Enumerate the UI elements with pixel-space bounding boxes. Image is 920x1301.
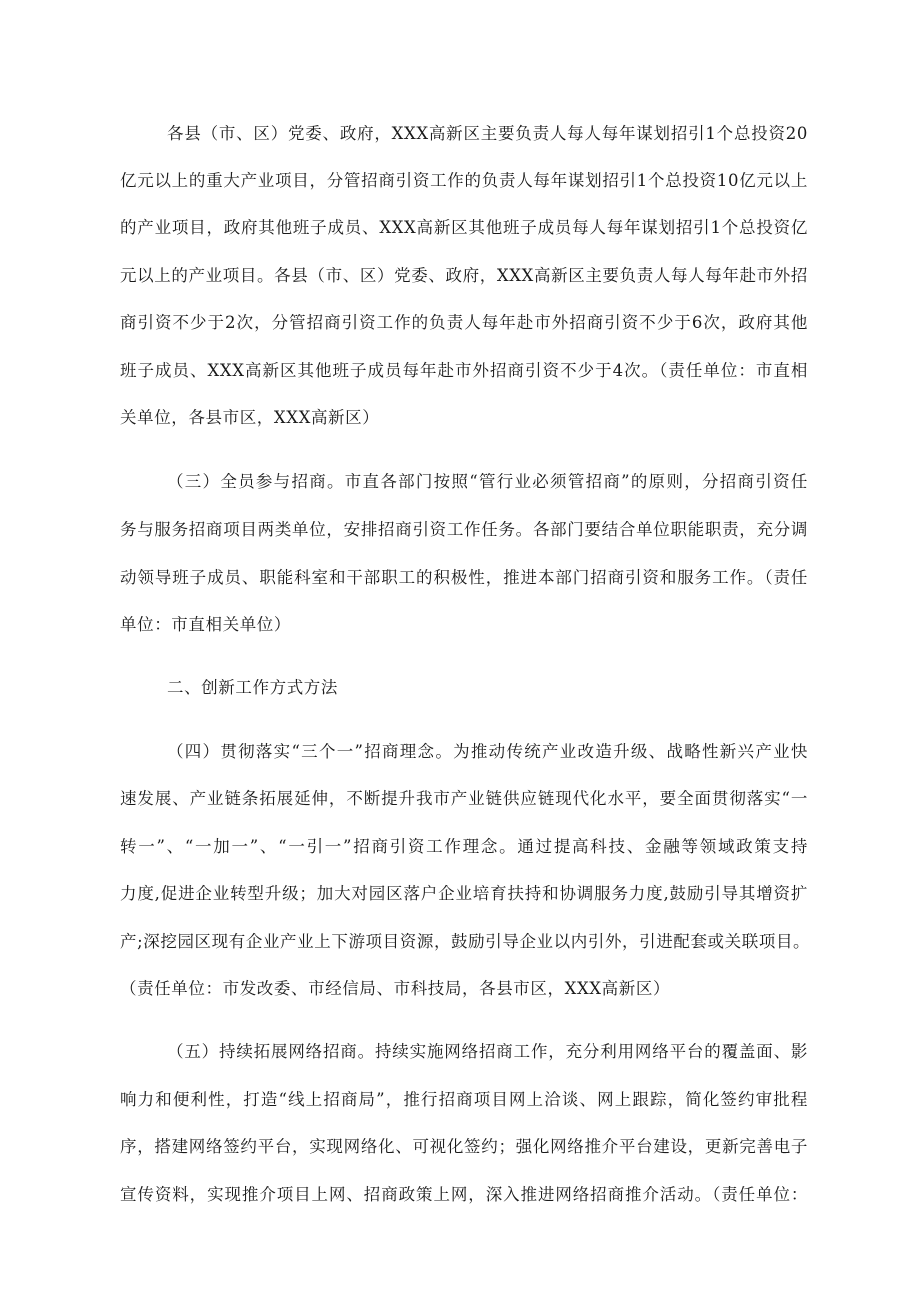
paragraph-3-line-1: （四）贯彻落实“三个一”招商理念。为推动传统产业改造升级、战略性新兴产业快 xyxy=(167,742,808,761)
paragraph-3-line-5: 产;深挖园区现有企业产业上下游项目资源，鼓励引导企业以内引外，引进配套或关联项目。 xyxy=(120,932,811,951)
paragraph-1-line-2: 亿元以上的重大产业项目，分管招商引资工作的负责人每年谋划招引1个总投资10亿元以上 xyxy=(120,171,808,190)
paragraph-2-line-1: （三）全员参与招商。市直各部门按照“管行业必须管招商”的原则，分招商引资任 xyxy=(167,472,808,491)
paragraph-1-line-5: 商引资不少于2次，分管招商引资工作的负责人每年赴市外招商引资不少于6次，政府其他 xyxy=(120,313,808,332)
paragraph-2-line-2: 务与服务招商项目两类单位，安排招商引资工作任务。各部门要结合单位职能职责，充分调 xyxy=(120,520,808,539)
paragraph-3-line-6: （责任单位：市发改委、市经信局、市科技局，各县市区，XXX高新区） xyxy=(120,979,671,998)
paragraph-2-line-4: 单位：市直相关单位） xyxy=(120,615,291,634)
paragraph-1-line-3: 的产业项目，政府其他班子成员、XXX高新区其他班子成员每人每年谋划招引1个总投资亿 xyxy=(120,218,808,237)
paragraph-4-line-2: 响力和便利性，打造“线上招商局”，推行招商项目网上洽谈、网上跟踪，简化签约审批程 xyxy=(120,1090,808,1109)
paragraph-1-line-7: 关单位，各县市区，XXX高新区） xyxy=(120,408,380,427)
paragraph-4-line-3: 序，搭建网络签约平台，实现网络化、可视化签约；强化网络推介平台建设，更新完善电子 xyxy=(120,1137,808,1156)
section-heading: 二、创新工作方式方法 xyxy=(167,678,338,697)
paragraph-4-line-1: （五）持续拓展网络招商。持续实施网络招商工作，充分利用网络平台的覆盖面、影 xyxy=(167,1042,808,1061)
paragraph-1-line-1: 各县（市、区）党委、政府，XXX高新区主要负责人每人每年谋划招引1个总投资20 xyxy=(167,124,808,143)
paragraph-3-line-2: 速发展、产业链条拓展延伸，不断提升我市产业链供应链现代化水平，要全面贯彻落实“一 xyxy=(120,789,808,808)
paragraph-2-line-3: 动领导班子成员、职能科室和干部职工的积极性，推进本部门招商引资和服务工作。（责任 xyxy=(120,568,808,587)
paragraph-3-line-4: 力度,促进企业转型升级；加大对园区落户企业培育扶持和协调服务力度,鼓励引导其增资扩 xyxy=(120,884,808,903)
paragraph-1-line-6: 班子成员、XXX高新区其他班子成员每年赴市外招商引资不少于4次。（责任单位：市直相 xyxy=(120,361,808,380)
paragraph-3-line-3: 转一”、“一加一”、“一引一”招商引资工作理念。通过提高科技、金融等领域政策支持 xyxy=(120,837,808,856)
paragraph-1-line-4: 元以上的产业项目。各县（市、区）党委、政府，XXX高新区主要负责人每人每年赴市外招 xyxy=(120,266,808,285)
paragraph-4-line-4: 宣传资料，实现推介项目上网、招商政策上网，深入推进网络招商推介活动。（责任单位： xyxy=(120,1185,808,1204)
